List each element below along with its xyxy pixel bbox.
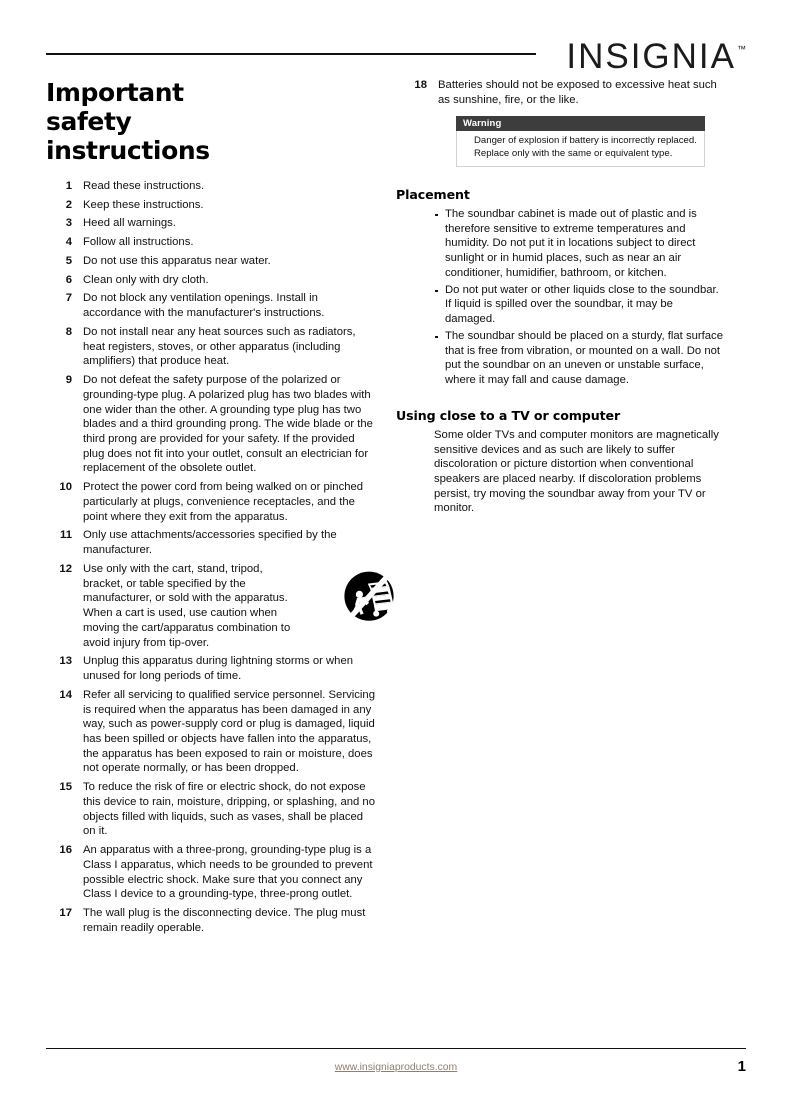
- warning-line-1: Danger of explosion if battery is incorrectly replaced.: [474, 135, 697, 147]
- list-item-text: Do not use this apparatus near water.: [83, 254, 271, 267]
- list-item-number: 3: [65, 217, 72, 230]
- list-item: [46, 688, 376, 776]
- list-item: [46, 273, 376, 288]
- list-item-text: Use only with the cart, stand, tripod, bracket, or table specified by the manufacturer, or sold with the apparatus. When a cart is used, use caution when moving the cart/apparatus combination to avoid injury from tip-over.: [83, 562, 291, 649]
- list-item-number: 2: [65, 198, 72, 211]
- list-item-text: Do not install near any heat sources such as radiators, heat registers, stoves, or other apparatus (including amplifiers) that produce heat.: [83, 325, 356, 368]
- warning-line-2: Replace only with the same or equivalent type.: [474, 148, 673, 160]
- list-item-number: 1: [65, 180, 72, 192]
- insignia-logo: [566, 29, 746, 77]
- safety-instructions-list-right: [396, 78, 726, 107]
- list-item: [46, 906, 376, 935]
- right-column: [396, 78, 726, 516]
- warning-body: [456, 131, 705, 167]
- list-item: The soundbar should be placed on a sturdy, flat surface that is free from vibration, or mounted on a wall. Do not put the soundbar on an uneven or unstable surface, where it may fall and cause damage.: [434, 329, 726, 388]
- page-number: 1: [737, 1058, 746, 1075]
- list-item-number: 5: [65, 254, 72, 267]
- list-item-number: 17: [59, 907, 72, 920]
- list-item-text: Read these instructions.: [83, 180, 205, 192]
- list-item: [46, 480, 376, 524]
- list-item: [46, 291, 376, 320]
- list-item-number: 10: [59, 481, 72, 494]
- left-column: [46, 78, 376, 940]
- list-item-text: Clean only with dry cloth.: [83, 273, 209, 286]
- page-title: Important safety instructions: [46, 78, 210, 165]
- header-divider: [46, 53, 536, 55]
- trademark-icon: ™: [737, 44, 746, 54]
- list-item-text: Keep these instructions.: [83, 198, 204, 211]
- list-item-number: 8: [65, 325, 72, 338]
- list-item: The soundbar cabinet is made out of plastic and is therefore sensitive to extreme temperatures and humidity. Do not put it in locations subject to direct sunlight or in humid places, such as near an air conditioner, humidifier, bathroom, or kitchen.: [434, 207, 726, 281]
- list-item: [46, 780, 376, 839]
- safety-instructions-list-left: [46, 179, 376, 936]
- page-header: [46, 37, 746, 76]
- warning-label: Warning: [456, 116, 705, 131]
- list-item-text: Do not defeat the safety purpose of the polarized or grounding-type plug. A polarized plug has two blades with one wider than the other. A grounding type plug has two blades and a third grounding prong. The wide blade or the third prong are provided for your safety. If the provided plug does not fit into your outlet, consult an electrician for replacement of the obsolete outlet.: [83, 374, 373, 475]
- list-item: [46, 179, 376, 194]
- footer-website-link[interactable]: www.insigniaproducts.com: [334, 1062, 458, 1073]
- list-item-number: 15: [59, 781, 72, 794]
- list-item: Do not put water or other liquids close to the soundbar. If liquid is spilled over the soundbar, it may be damaged.: [434, 283, 726, 327]
- warning-callout: [456, 116, 705, 167]
- using-close-to-tv-paragraph: Some older TVs and computer monitors are magnetically sensitive devices and as such are likely to suffer discoloration or picture distortion when conventional speakers are placed nearby. If discoloration problems persist, try moving the soundbar away from your TV or monitor.: [434, 428, 719, 515]
- footer-divider: [46, 1048, 746, 1049]
- cart-tipover-warning-icon: [339, 568, 399, 628]
- list-item-text: The wall plug is the disconnecting device. The plug must remain readily operable.: [83, 907, 366, 934]
- list-item-number: 16: [59, 844, 72, 857]
- list-item-number: 7: [65, 292, 72, 305]
- list-item-text: Unplug this apparatus during lightning storms or when unused for long periods of time.: [83, 655, 354, 683]
- list-item-text: Protect the power cord from being walked on or pinched particularly at plugs, convenience receptacles, and the point where they exit from the apparatus.: [83, 481, 364, 523]
- section-heading-using-close-to-tv: Using close to a TV or computer: [396, 407, 621, 423]
- list-item-text: Only use attachments/accessories specified by the manufacturer.: [83, 529, 337, 557]
- list-item-number: 6: [65, 273, 72, 286]
- list-item-text: Follow all instructions.: [83, 236, 194, 249]
- list-item-number: 11: [60, 529, 72, 542]
- list-item-number: 4: [65, 236, 72, 249]
- placement-bullet-list: [396, 207, 726, 388]
- page-footer: [46, 1048, 746, 1088]
- list-item: [46, 843, 376, 902]
- list-item: [46, 528, 376, 557]
- list-item: [46, 254, 376, 269]
- list-item-text: To reduce the risk of fire or electric shock, do not expose this device to rain, moisture, dripping, or splashing, and no objects filled with liquids, such as vases, shall be placed on it.: [83, 781, 375, 838]
- list-item: [46, 216, 376, 231]
- list-item: [396, 78, 726, 107]
- list-item-number: 13: [59, 655, 72, 668]
- list-item: [46, 235, 376, 250]
- list-item-text: Batteries should not be exposed to excessive heat such as sunshine, fire, or the like.: [438, 79, 717, 106]
- list-item-number: 14: [59, 688, 72, 701]
- list-item: [46, 373, 376, 476]
- insignia-logo-text: INSIGNIA: [566, 37, 736, 76]
- list-item: [46, 198, 376, 213]
- section-heading-placement: Placement: [396, 186, 470, 202]
- list-item: [46, 654, 376, 683]
- list-item: [46, 325, 376, 369]
- list-item-text: An apparatus with a three-prong, grounding-type plug is a Class I apparatus, which needs to be grounded to prevent possible electric shock. Make sure that you connect any Class I device to a grounding-type, three-prong outlet.: [83, 844, 373, 901]
- list-item-number: 12: [59, 562, 72, 575]
- list-item-number: 9: [65, 374, 72, 387]
- list-item-text: Do not block any ventilation openings. Install in accordance with the manufacturer's instructions.: [83, 292, 325, 320]
- list-item-text: Heed all warnings.: [83, 217, 176, 230]
- list-item-text: Refer all servicing to qualified service personnel. Servicing is required when the apparatus has been damaged in any way, such as power-supply cord or plug is damaged, liquid has been spilled or objects have fallen into the apparatus, the apparatus has been exposed to rain or moisture, does not operate normally, or has been dropped.: [83, 688, 375, 775]
- list-item-number: 18: [414, 79, 427, 91]
- list-item: [46, 562, 376, 650]
